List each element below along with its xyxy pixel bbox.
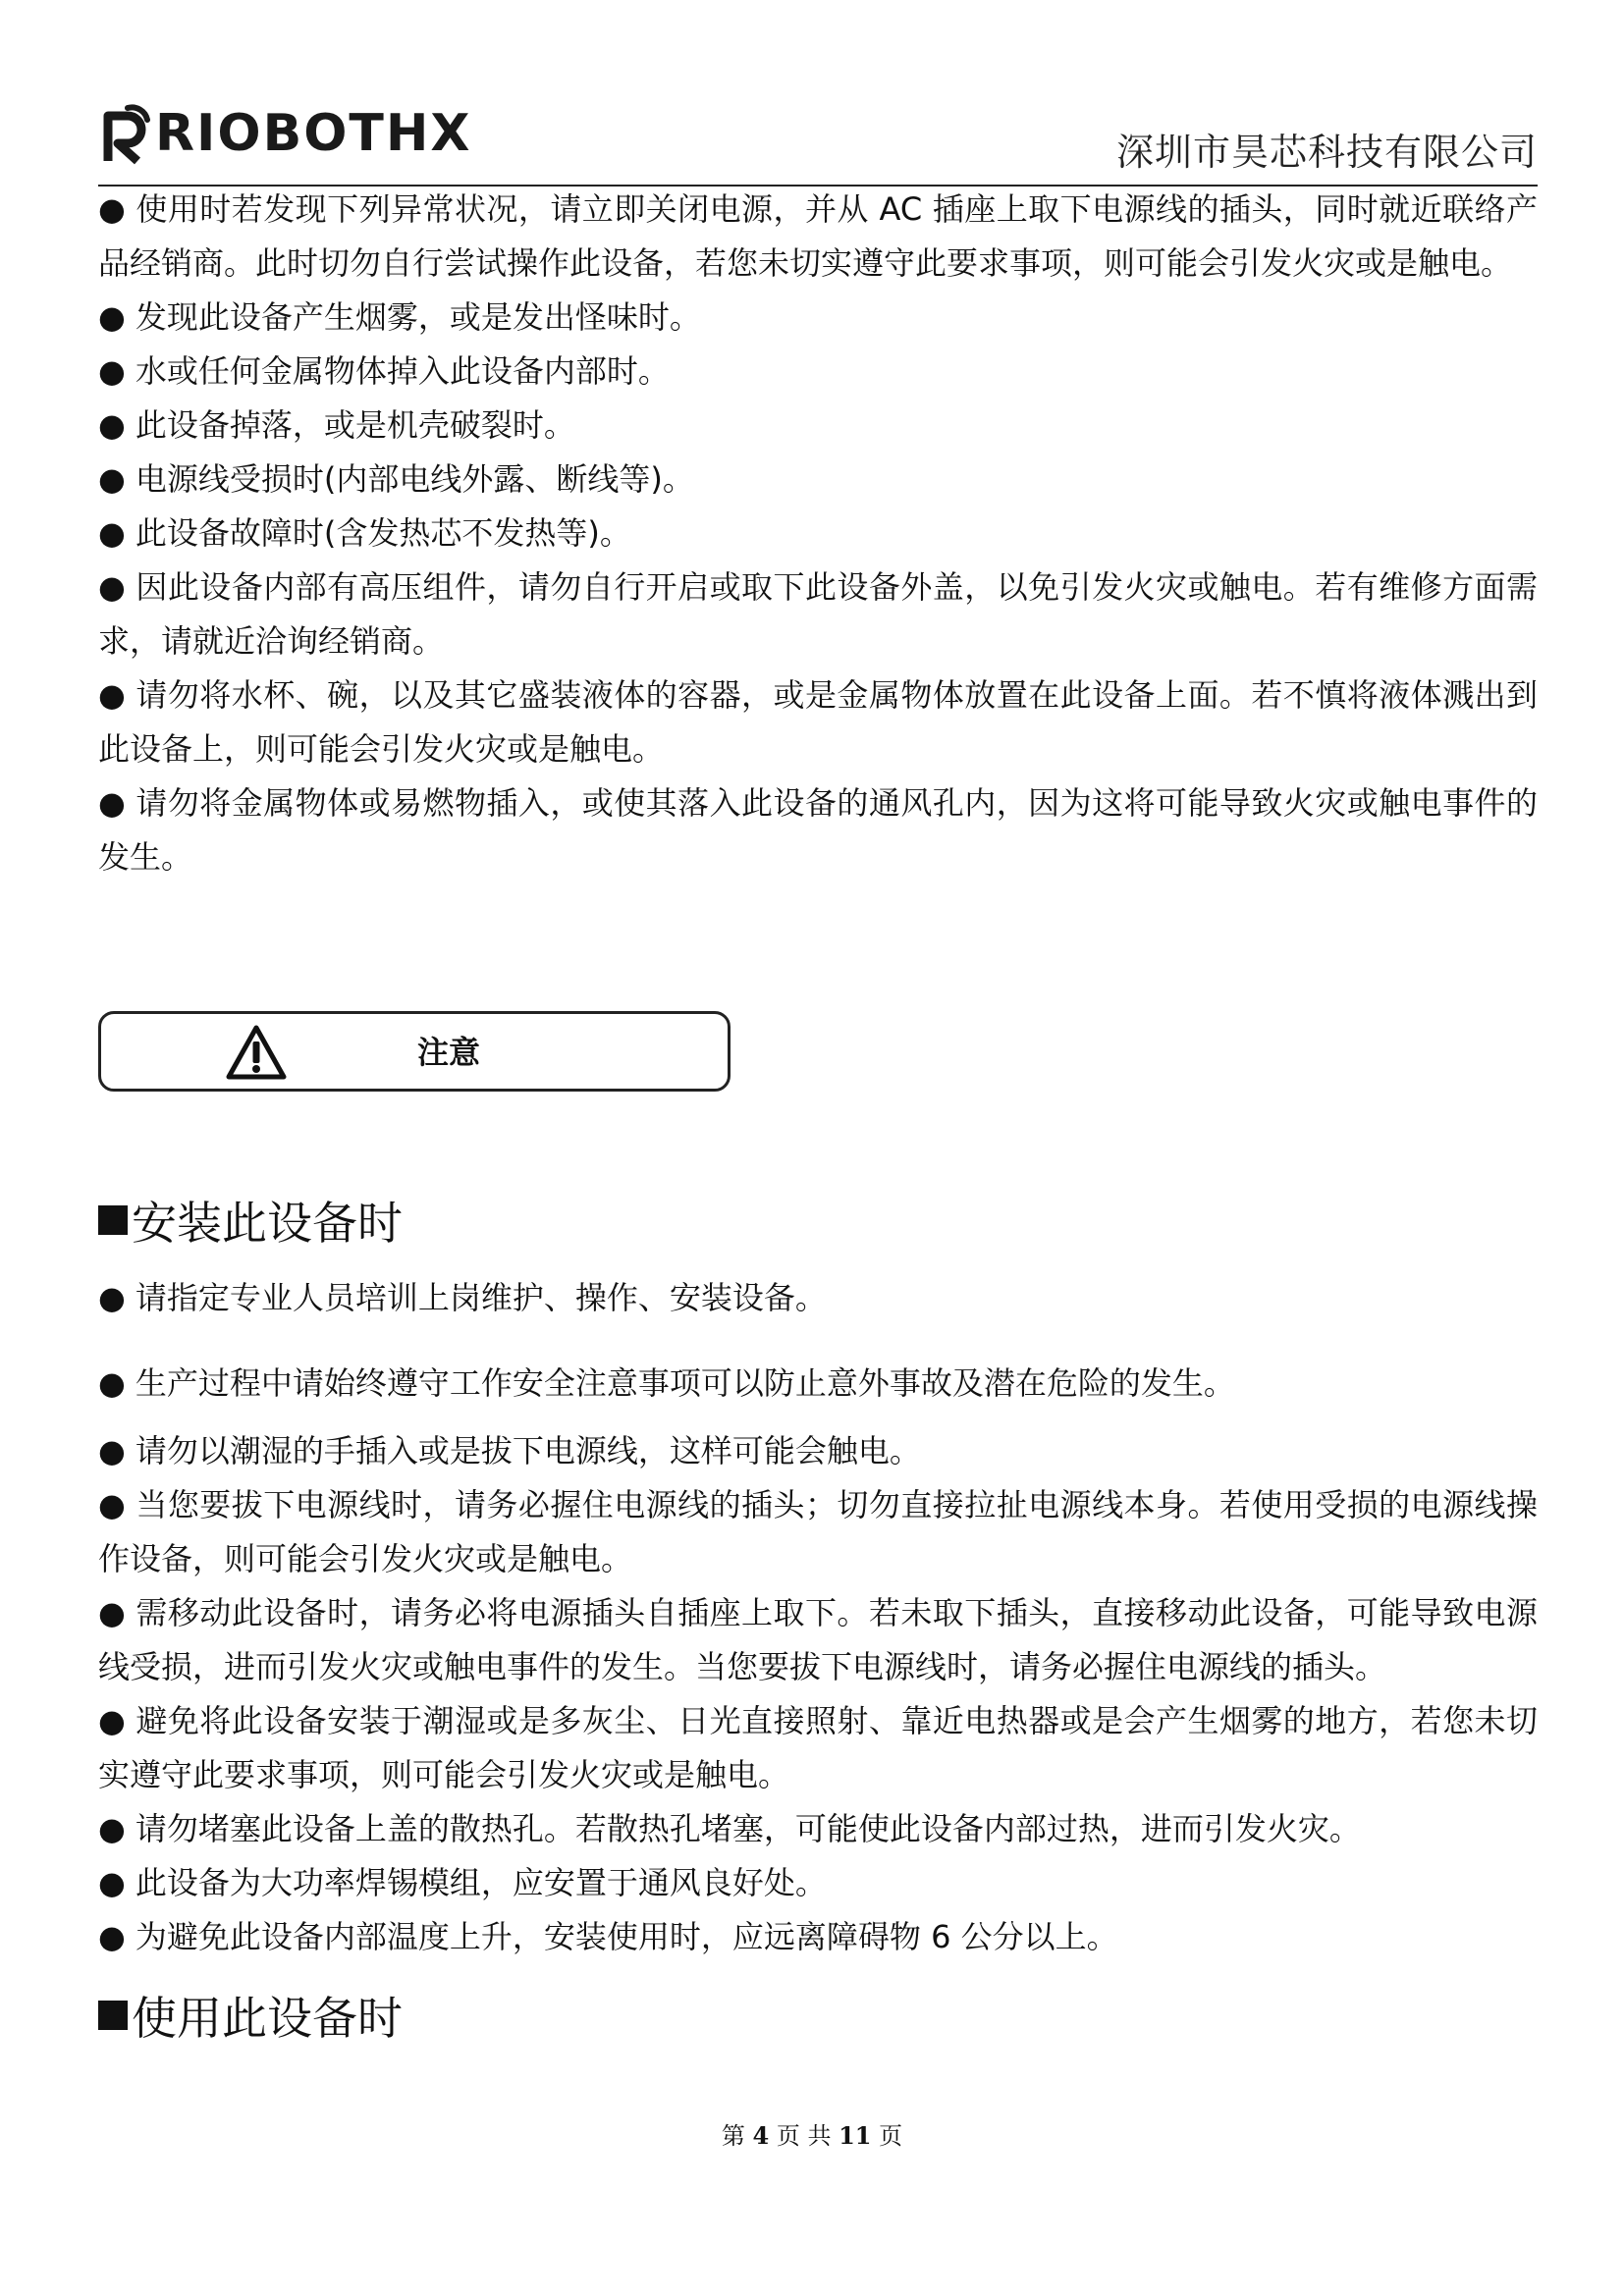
list-item <box>98 1694 1538 1802</box>
bullet-icon: ● <box>98 1486 127 1523</box>
square-bullet-icon <box>98 2001 128 2030</box>
bullet-icon: ● <box>98 568 127 606</box>
list-item <box>98 1357 1538 1411</box>
list-item <box>98 291 1538 345</box>
robot-logo-icon <box>98 102 153 165</box>
list-item-text: 请指定专业人员培训上岗维护、操作、安装设备。 <box>135 1279 827 1316</box>
list-item <box>98 345 1538 399</box>
list-item <box>98 453 1538 507</box>
list-item-text: 使用时若发现下列异常状况，请立即关闭电源，并从 AC 插座上取下电源线的插头，同时就近联络产品经销商。此时切勿自行尝试操作此设备，若您未切实遵守此要求事项，则可能会引发火灾或是触电。 <box>98 190 1538 282</box>
bullet-icon: ● <box>98 298 126 336</box>
square-bullet-icon <box>98 1205 128 1235</box>
list-item <box>98 1424 1538 1478</box>
list-item <box>98 183 1538 291</box>
bullet-icon: ● <box>98 352 126 390</box>
list-item-text: 电源线受损时(内部电线外露、断线等)。 <box>135 460 694 498</box>
list-item-text: 请勿以潮湿的手插入或是拔下电源线，这样可能会触电。 <box>135 1432 921 1469</box>
list-item-text: 此设备故障时(含发热芯不发热等)。 <box>135 514 631 552</box>
list-item <box>98 668 1538 776</box>
page-header <box>98 94 1538 187</box>
bullet-icon: ● <box>98 190 127 228</box>
list-item-text: 请勿将金属物体或易燃物插入，或使其落入此设备的通风孔内，因为这将可能导致火灾或触电事件的发生。 <box>98 784 1538 876</box>
list-item-text: 此设备为大功率焊锡模组，应安置于通风良好处。 <box>135 1864 827 1901</box>
bullet-icon: ● <box>98 1594 127 1631</box>
bullet-icon: ● <box>98 1702 127 1739</box>
install-list <box>98 1271 1538 1964</box>
bullet-icon: ● <box>98 1279 126 1316</box>
list-item-text: 为避免此设备内部温度上升，安装使用时，应远离障碍物 6 公分以上。 <box>135 1918 1118 1955</box>
list-item-text: 需移动此设备时，请务必将电源插头自插座上取下。若未取下插头，直接移动此设备，可能导致电源线受损，进而引发火灾或触电事件的发生。当您要拔下电源线时，请务必握住电源线的插头。 <box>98 1594 1538 1685</box>
section-title-install: 安装此设备时 <box>132 1197 403 1250</box>
footer-mid: 页 共 <box>776 2122 832 2150</box>
bullet-icon: ● <box>98 676 127 714</box>
list-item <box>98 1271 1538 1325</box>
bullet-icon: ● <box>98 514 126 552</box>
list-item <box>98 1802 1538 1856</box>
footer-prefix: 第 <box>721 2122 745 2150</box>
warning-triangle-icon <box>225 1024 288 1081</box>
notice-box <box>98 1011 731 1092</box>
footer-suffix: 页 <box>879 2122 903 2150</box>
bullet-icon: ● <box>98 460 126 498</box>
bullet-icon: ● <box>98 784 127 822</box>
page-footer <box>0 2116 1624 2151</box>
section-title-use: 使用此设备时 <box>132 1992 403 2045</box>
bullet-icon: ● <box>98 1864 126 1901</box>
list-item-text: 水或任何金属物体掉入此设备内部时。 <box>135 352 670 390</box>
list-item <box>98 1856 1538 1910</box>
list-item-text: 此设备掉落，或是机壳破裂时。 <box>135 406 575 444</box>
list-item <box>98 561 1538 668</box>
list-item-text: 因此设备内部有高压组件，请勿自行开启或取下此设备外盖，以免引发火灾或触电。若有维修方面需求，请就近洽询经销商。 <box>98 568 1538 660</box>
notice-label: 注意 <box>417 1034 481 1071</box>
section-heading-use <box>98 1983 403 2048</box>
footer-page-number: 4 <box>752 2121 770 2150</box>
list-item <box>98 1478 1538 1586</box>
bullet-icon: ● <box>98 406 126 444</box>
list-item-text: 请勿将水杯、碗，以及其它盛装液体的容器，或是金属物体放置在此设备上面。若不慎将液体溅出到此设备上，则可能会引发火灾或是触电。 <box>98 676 1538 768</box>
list-item-text: 生产过程中请始终遵守工作安全注意事项可以防止意外事故及潜在危险的发生。 <box>135 1364 1235 1402</box>
list-item-text: 当您要拔下电源线时，请务必握住电源线的插头；切勿直接拉扯电源线本身。若使用受损的电源线操作设备，则可能会引发火灾或是触电。 <box>98 1486 1538 1577</box>
list-item <box>98 776 1538 884</box>
list-item <box>98 507 1538 561</box>
section-heading-install <box>98 1188 403 1253</box>
company-logo <box>98 94 472 173</box>
warning-list <box>98 183 1538 884</box>
list-item-text: 发现此设备产生烟雾，或是发出怪味时。 <box>135 298 701 336</box>
list-item <box>98 399 1538 453</box>
bullet-icon: ● <box>98 1810 126 1847</box>
list-item-text: 请勿堵塞此设备上盖的散热孔。若散热孔堵塞，可能使此设备内部过热，进而引发火灾。 <box>135 1810 1361 1847</box>
company-name: 深圳市昊芯科技有限公司 <box>1115 131 1538 174</box>
bullet-icon: ● <box>98 1432 126 1469</box>
bullet-icon: ● <box>98 1364 126 1402</box>
list-item <box>98 1910 1538 1964</box>
list-item-text: 避免将此设备安装于潮湿或是多灰尘、日光直接照射、靠近电热器或是会产生烟雾的地方，若您未切实遵守此要求事项，则可能会引发火灾或是触电。 <box>98 1702 1538 1793</box>
bullet-icon: ● <box>98 1918 126 1955</box>
list-item <box>98 1586 1538 1694</box>
footer-total-pages: 11 <box>839 2121 872 2150</box>
logo-text: RIOBOTHX <box>155 104 472 163</box>
